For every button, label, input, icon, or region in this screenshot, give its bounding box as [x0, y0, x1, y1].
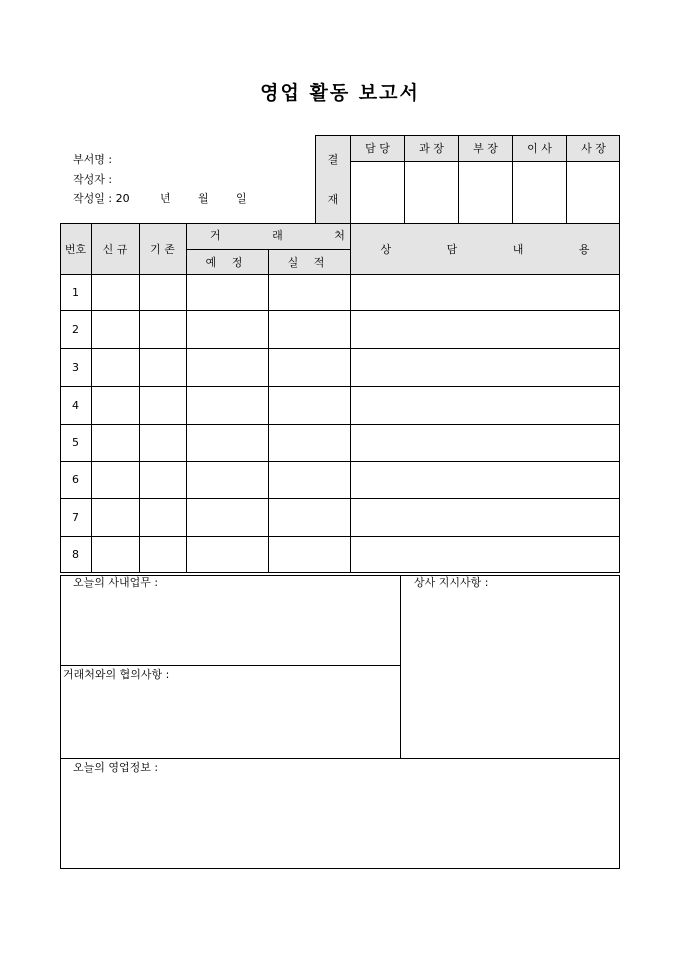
approval-role-director: 이 사 — [527, 142, 552, 155]
row-number-5: 5 — [72, 436, 79, 449]
header-new: 신 규 — [102, 243, 128, 256]
header-client: 거 래 처 — [210, 229, 369, 242]
page-title: 영업 활동 보고서 — [260, 82, 420, 104]
header-consultation: 상 담 내 용 — [380, 243, 616, 256]
row-number-4: 4 — [72, 399, 79, 412]
approval-label-top: 결 — [327, 153, 339, 166]
notes-area — [60, 575, 620, 869]
row-number-7: 7 — [72, 511, 79, 524]
approval-role-department-head: 부 장 — [473, 142, 498, 155]
approval-role-staff: 담 당 — [365, 142, 390, 155]
internal-work-label: 오늘의 사내업무 : — [73, 576, 159, 589]
report-form — [60, 135, 620, 869]
year-label: 년 — [160, 192, 171, 205]
row-number-1: 1 — [72, 286, 79, 299]
header-actual: 실 적 — [287, 256, 331, 269]
dept-label: 부서명 : — [73, 153, 113, 166]
header-existing: 기 존 — [150, 243, 175, 256]
approval-role-section-chief: 과 장 — [419, 142, 444, 155]
activity-table — [60, 223, 620, 573]
author-label: 작성자 : — [73, 173, 113, 186]
header-number: 번호 — [64, 243, 87, 256]
month-label: 월 — [198, 192, 209, 205]
date-label: 작성일 : 20 — [73, 192, 130, 205]
day-label: 일 — [236, 192, 247, 205]
client-agreements-label: 거래처와의 협의사항 : — [63, 668, 170, 681]
header-planned: 예 정 — [205, 256, 249, 269]
approval-label-cell — [315, 135, 351, 224]
row-number-3: 3 — [72, 361, 79, 374]
supervisor-instructions-label: 상사 지시사항 : — [414, 576, 489, 589]
sales-info-label: 오늘의 영업정보 : — [73, 761, 159, 774]
approval-role-president: 사 장 — [581, 142, 606, 155]
row-number-2: 2 — [72, 323, 79, 336]
row-number-6: 6 — [72, 473, 79, 486]
approval-label-bottom: 재 — [327, 193, 339, 206]
row-number-8: 8 — [72, 548, 79, 561]
